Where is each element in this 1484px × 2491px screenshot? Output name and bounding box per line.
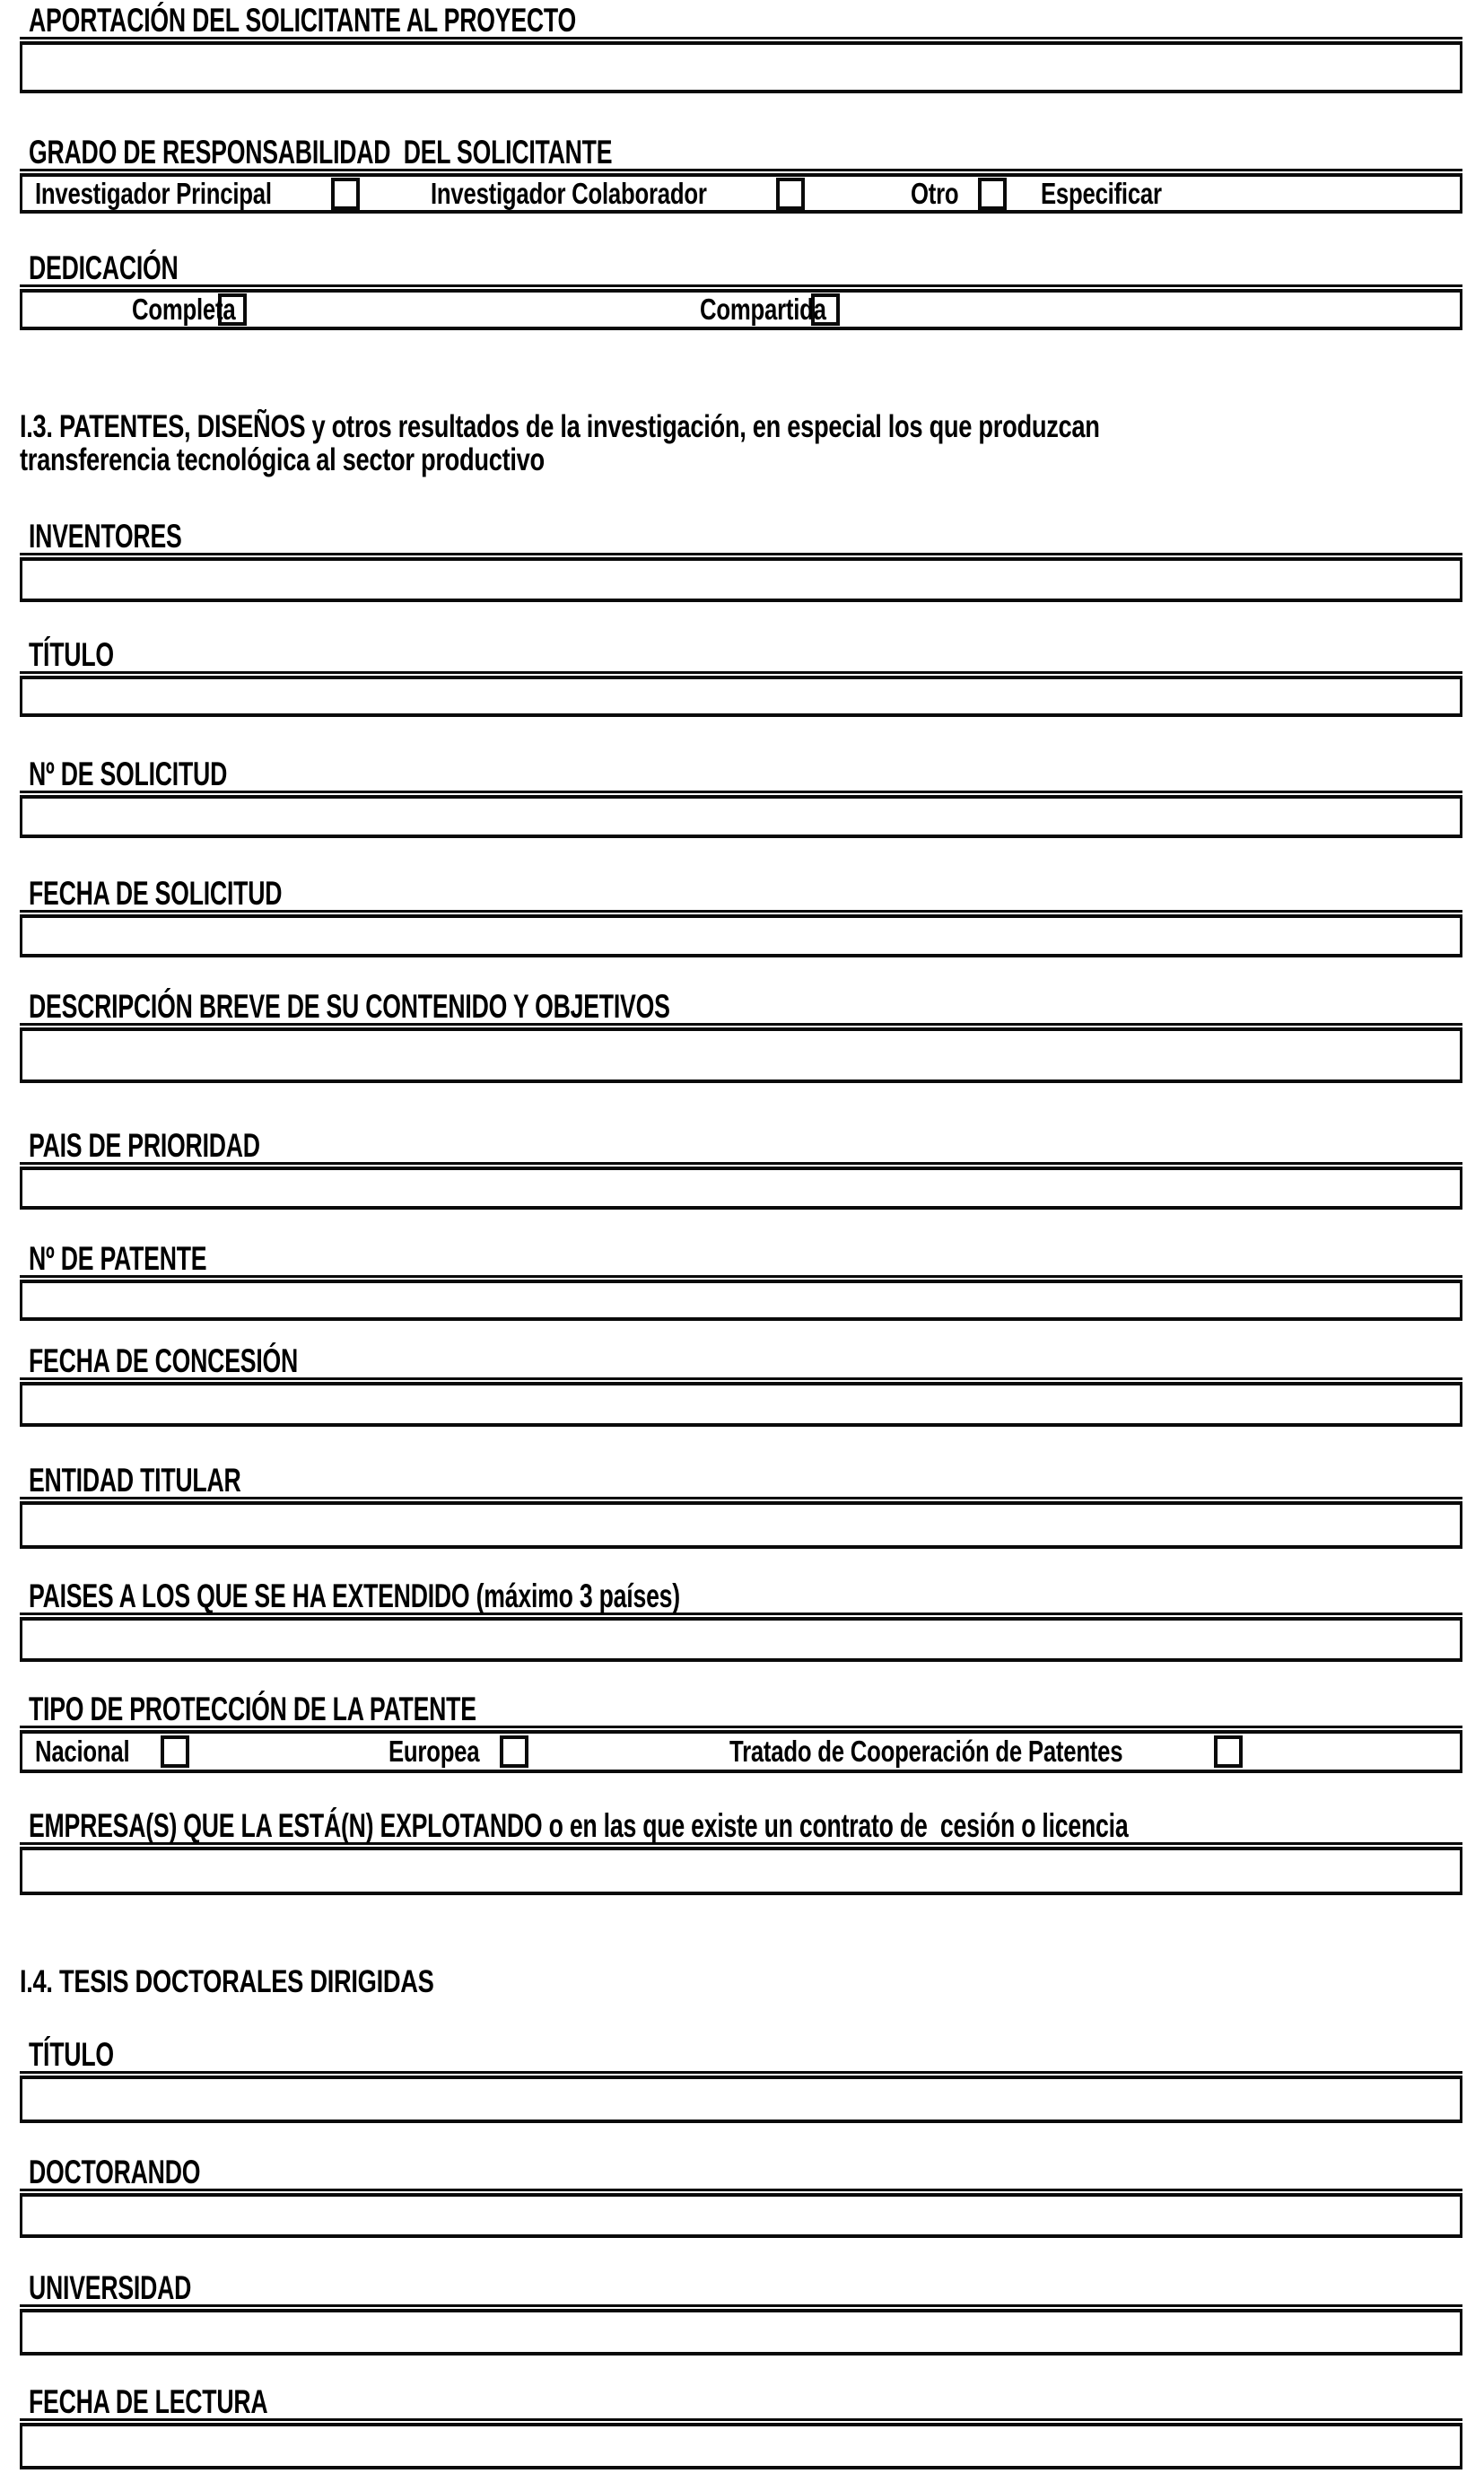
dedicacion-label: [20, 249, 1462, 287]
option-tratado-cooperacion: [729, 1735, 1243, 1768]
universidad-label-text: UNIVERSIDAD: [29, 2269, 192, 2306]
tipo-proteccion-options-row: [20, 1730, 1462, 1773]
field-titulo-patente: [20, 636, 1462, 717]
paises-extendido-label: [20, 1578, 1462, 1615]
entidad-titular-input[interactable]: [20, 1501, 1462, 1549]
heading-i4-text: I.4. TESIS DOCTORALES DIRIGIDAS: [20, 1964, 434, 1999]
investigador-principal-checkbox[interactable]: [331, 178, 360, 210]
empresas-explotando-label: [20, 1807, 1462, 1845]
field-numero-solicitud: [20, 756, 1462, 838]
europea-label: Europea: [388, 1735, 480, 1768]
titulo-tesis-label: [20, 2036, 1462, 2074]
fecha-solicitud-input[interactable]: [20, 914, 1462, 957]
option-europea: [388, 1735, 528, 1768]
option-completa: [132, 293, 247, 326]
numero-patente-input[interactable]: [20, 1280, 1462, 1321]
numero-solicitud-label: [20, 756, 1462, 793]
field-fecha-solicitud: [20, 875, 1462, 957]
field-fecha-lectura: [20, 2383, 1462, 2469]
fecha-concesion-input[interactable]: [20, 1382, 1462, 1427]
heading-i3-line2: transferencia tecnológica al sector productivo: [20, 442, 545, 477]
numero-patente-label: [20, 1240, 1462, 1278]
pais-prioridad-label: [20, 1127, 1462, 1165]
completa-label: Completa: [132, 293, 236, 326]
field-inventores: [20, 518, 1462, 602]
tipo-proteccion-label-text: TIPO DE PROTECCIÓN DE LA PATENTE: [29, 1691, 476, 1727]
otro-label: Otro: [911, 176, 959, 210]
nacional-checkbox[interactable]: [161, 1735, 189, 1768]
field-pais-prioridad: [20, 1127, 1462, 1210]
tipo-proteccion-label: [20, 1691, 1462, 1728]
field-doctorando: [20, 2154, 1462, 2238]
option-investigador-colaborador: [431, 178, 805, 210]
field-fecha-concesion: [20, 1342, 1462, 1427]
grado-options-row: [20, 173, 1462, 214]
numero-patente-label-text: Nº DE PATENTE: [29, 1240, 207, 1277]
europea-checkbox[interactable]: [500, 1735, 528, 1768]
fecha-lectura-label: [20, 2383, 1462, 2421]
option-compartida: [700, 293, 840, 326]
field-numero-patente: [20, 1240, 1462, 1321]
descripcion-breve-input[interactable]: [20, 1027, 1462, 1083]
numero-solicitud-input[interactable]: [20, 795, 1462, 838]
investigador-colaborador-checkbox[interactable]: [776, 178, 805, 210]
grado-label-text: GRADO DE RESPONSABILIDAD DEL SOLICITANTE: [29, 134, 613, 170]
section-heading-i4: [20, 1965, 1462, 1998]
titulo-tesis-label-text: TÍTULO: [29, 2036, 114, 2073]
descripcion-breve-label-text: DESCRIPCIÓN BREVE DE SU CONTENIDO Y OBJETIVOS: [29, 988, 670, 1025]
inventores-label: [20, 518, 1462, 555]
tratado-cooperacion-label: Tratado de Cooperación de Patentes: [729, 1735, 1123, 1768]
numero-solicitud-label-text: Nº DE SOLICITUD: [29, 756, 228, 792]
field-titulo-tesis: [20, 2036, 1462, 2123]
dedicacion-options-row: [20, 289, 1462, 330]
aportacion-label: [20, 2, 1462, 39]
field-dedicacion: [20, 249, 1462, 330]
field-tipo-proteccion: [20, 1691, 1462, 1773]
pais-prioridad-label-text: PAIS DE PRIORIDAD: [29, 1127, 260, 1164]
universidad-label: [20, 2269, 1462, 2307]
entidad-titular-label: [20, 1462, 1462, 1499]
pais-prioridad-input[interactable]: [20, 1167, 1462, 1210]
tratado-cooperacion-checkbox[interactable]: [1214, 1735, 1243, 1768]
fecha-concesion-label: [20, 1342, 1462, 1380]
paises-extendido-input[interactable]: [20, 1617, 1462, 1662]
compartida-label: Compartida: [700, 293, 826, 326]
nacional-label: Nacional: [35, 1735, 130, 1768]
fecha-lectura-label-text: FECHA DE LECTURA: [29, 2383, 268, 2420]
entidad-titular-label-text: ENTIDAD TITULAR: [29, 1462, 241, 1499]
titulo-patente-label-text: TÍTULO: [29, 636, 114, 673]
inventores-label-text: INVENTORES: [29, 518, 182, 555]
heading-i3-line1: I.3. PATENTES, DISEÑOS y otros resultados de la investigación, en especial los que produzcan: [20, 409, 1100, 444]
fecha-lectura-input[interactable]: [20, 2423, 1462, 2469]
doctorando-label-text: DOCTORANDO: [29, 2154, 201, 2190]
fecha-concesion-label-text: FECHA DE CONCESIÓN: [29, 1342, 299, 1379]
field-entidad-titular: [20, 1462, 1462, 1549]
field-grado-responsabilidad: [20, 134, 1462, 214]
inventores-input[interactable]: [20, 557, 1462, 602]
dedicacion-label-text: DEDICACIÓN: [29, 249, 179, 286]
especificar-label-wrap: [1041, 176, 1196, 210]
option-otro: [911, 178, 1007, 210]
field-paises-extendido: [20, 1578, 1462, 1662]
investigador-colaborador-label: Investigador Colaborador: [431, 176, 707, 210]
fecha-solicitud-label: [20, 875, 1462, 913]
descripcion-breve-label: [20, 988, 1462, 1026]
investigador-principal-label: Investigador Principal: [35, 176, 272, 210]
option-investigador-principal: [35, 178, 360, 210]
field-descripcion-breve: [20, 988, 1462, 1083]
titulo-tesis-input[interactable]: [20, 2076, 1462, 2123]
titulo-patente-input[interactable]: [20, 676, 1462, 717]
field-empresas-explotando: [20, 1807, 1462, 1895]
aportacion-label-text: APORTACIÓN DEL SOLICITANTE AL PROYECTO: [29, 2, 576, 39]
doctorando-label: [20, 2154, 1462, 2191]
fecha-solicitud-label-text: FECHA DE SOLICITUD: [29, 875, 283, 912]
empresas-explotando-label-text: EMPRESA(S) QUE LA ESTÁ(N) EXPLOTANDO o en las que existe un contrato de cesión o licencia: [29, 1807, 1129, 1844]
paises-extendido-label-text: PAISES A LOS QUE SE HA EXTENDIDO (máximo 3 países): [29, 1578, 680, 1614]
titulo-patente-label: [20, 636, 1462, 674]
empresas-explotando-input[interactable]: [20, 1847, 1462, 1895]
grado-label: [20, 134, 1462, 171]
field-universidad: [20, 2269, 1462, 2356]
field-aportacion-proyecto: [20, 2, 1462, 93]
doctorando-input[interactable]: [20, 2193, 1462, 2238]
otro-checkbox[interactable]: [978, 178, 1007, 210]
especificar-label: Especificar: [1041, 176, 1162, 210]
option-nacional: [35, 1735, 189, 1768]
section-heading-i3: [20, 410, 1462, 476]
aportacion-input[interactable]: [20, 41, 1462, 93]
universidad-input[interactable]: [20, 2309, 1462, 2356]
